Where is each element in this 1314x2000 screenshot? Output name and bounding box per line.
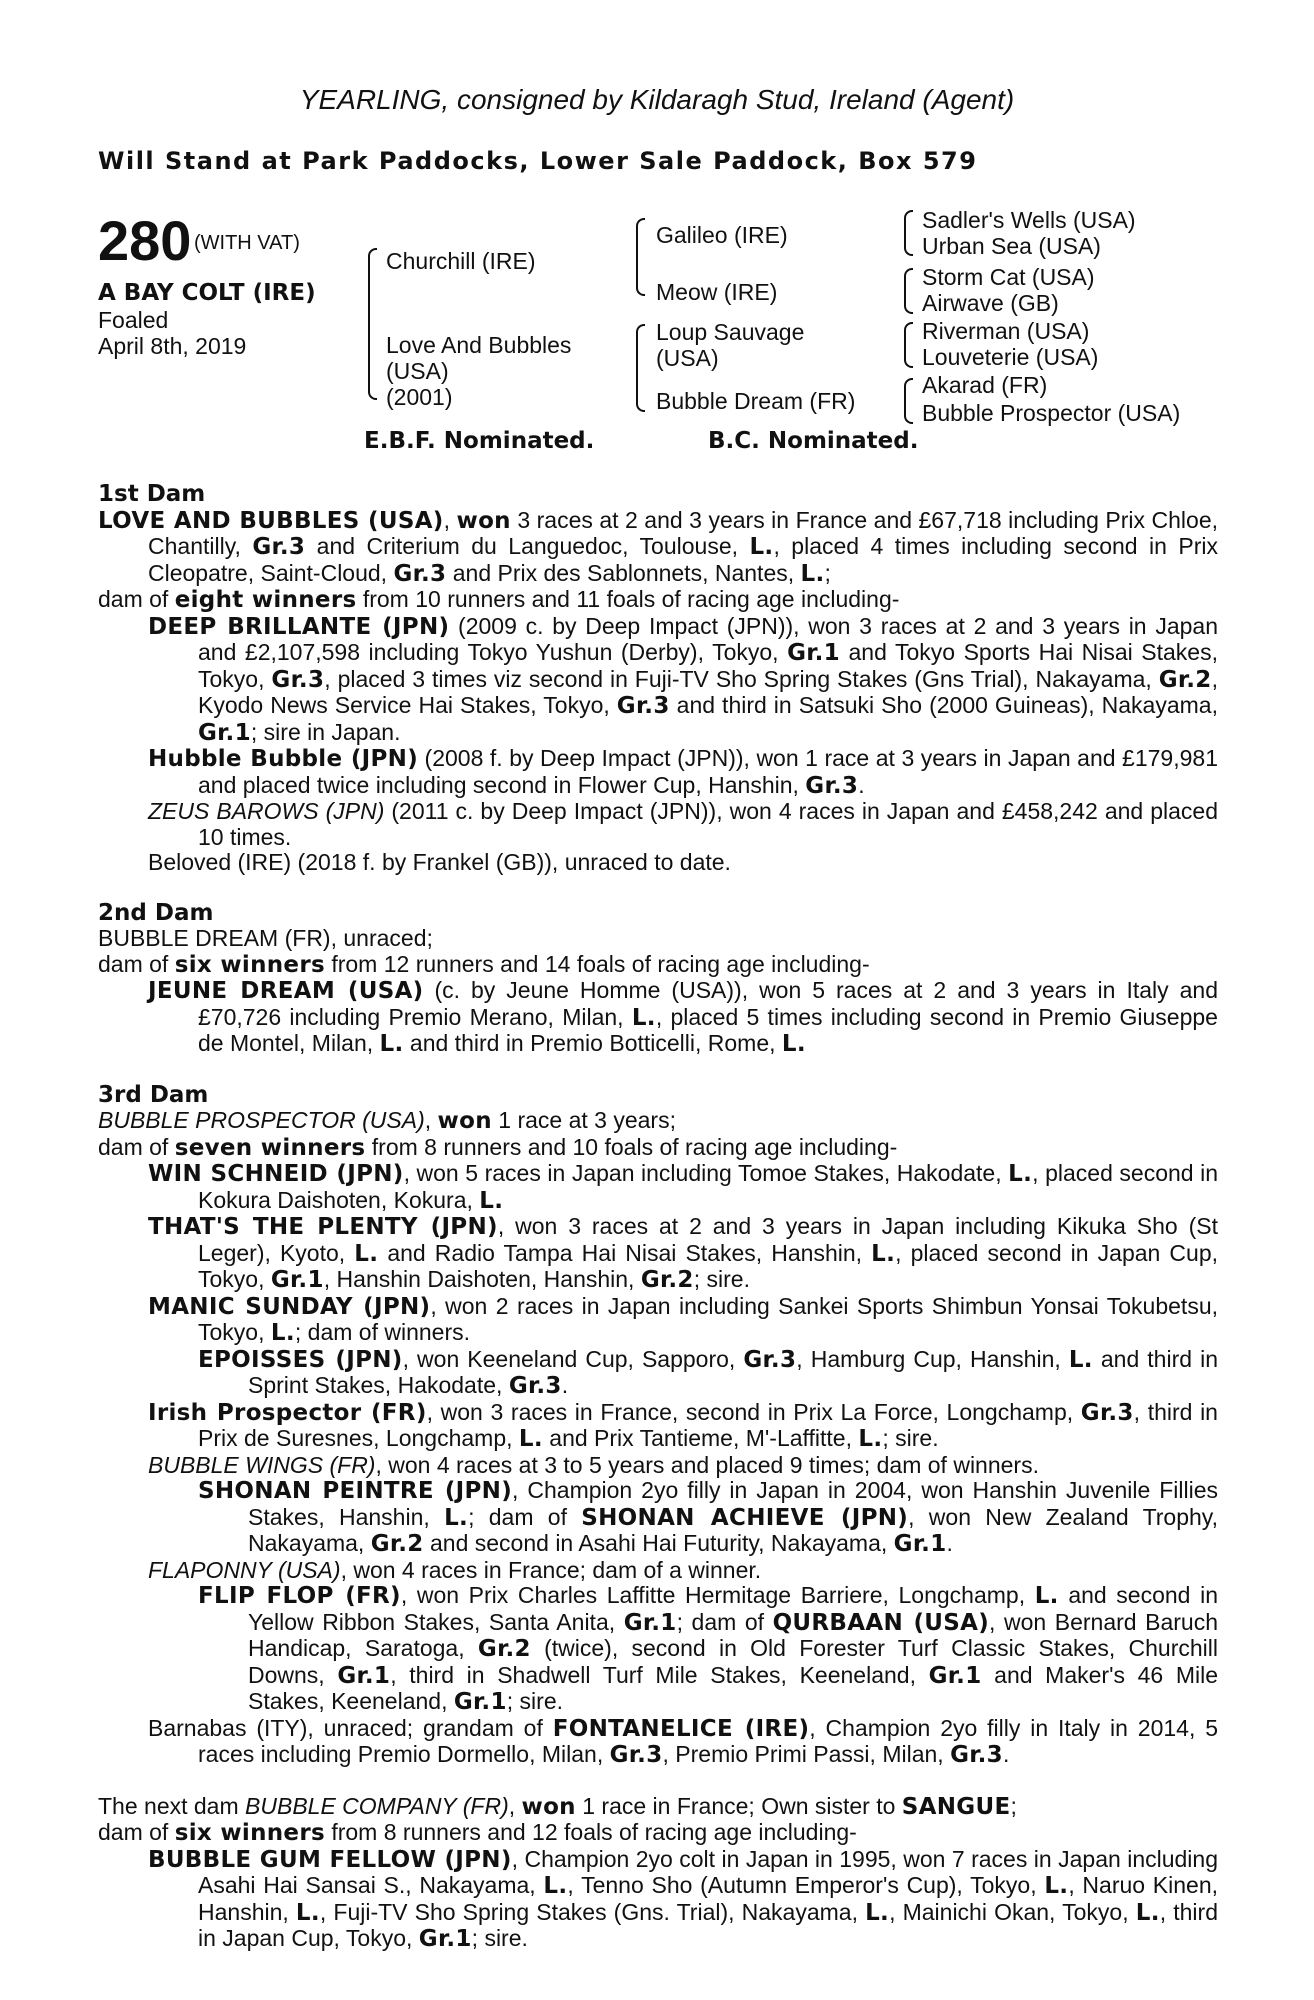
bold-text: SHONAN ACHIEVE (JPN) xyxy=(581,1504,909,1531)
stand-location: Will Stand at Park Paddocks, Lower Sale Paddock, Box 579 xyxy=(98,147,978,175)
bold-text: SANGUE xyxy=(901,1793,1011,1820)
bold-text: six winners xyxy=(174,1820,325,1846)
text-run: , placed second in Kokura Daishoten, Kokura, xyxy=(198,1160,1219,1213)
produce-entry xyxy=(98,1716,1218,1769)
text-run: , placed 5 times including second in Premio Giuseppe de Montel, Milan, xyxy=(198,1003,1218,1056)
bold-text: Gr.3 xyxy=(271,666,325,693)
text-run: , won 3 races at 2 and 3 years in Japan including Kikuka Sho (St Leger), Kyoto, xyxy=(198,1213,1218,1266)
ped-sire: Churchill (IRE) xyxy=(386,248,536,274)
text-run: , placed 4 times including second in Prix Cleopatre, Saint-Cloud, xyxy=(148,533,1218,586)
pedigree-brace xyxy=(368,248,377,400)
bold-text: L. xyxy=(749,534,774,560)
bold-text: L. xyxy=(800,560,825,587)
text-run: ; sire in Japan. xyxy=(250,718,401,745)
text-run: , Champion 2yo filly in Italy in 2014, 5 races including Premio Dormello, Milan, xyxy=(198,1714,1218,1767)
produce-entry xyxy=(98,1214,1218,1294)
pedigree-brace xyxy=(636,324,645,412)
bold-text: Gr.3 xyxy=(393,560,447,587)
text-run: , won 4 races at 3 to 5 years and placed 9 times; dam of winners. xyxy=(375,1451,1039,1478)
text-run: , third in Prix de Suresnes, Longchamp, xyxy=(198,1398,1218,1451)
ped-dam-country: (USA) xyxy=(386,358,449,384)
text-run: Barnabas (ITY), unraced; grandam of xyxy=(148,1714,553,1741)
bold-text: L. xyxy=(1008,1161,1033,1187)
bold-text: Gr.3 xyxy=(252,534,306,560)
produce-entry xyxy=(98,799,1218,850)
italic-text: FLAPONNY (USA) xyxy=(148,1556,341,1583)
text-run: , Hamburg Cup, Hanshin, xyxy=(796,1345,1069,1372)
bold-text: JEUNE DREAM (USA) xyxy=(148,978,424,1004)
produce-entry xyxy=(98,1478,1218,1558)
bold-text: Gr.2 xyxy=(640,1267,694,1293)
bold-text: seven winners xyxy=(174,1134,366,1161)
text-run: and third in Premio Botticelli, Rome, xyxy=(403,1030,782,1056)
bc-nominated: B.C. Nominated. xyxy=(708,428,919,454)
bold-text: LOVE AND BUBBLES (USA) xyxy=(98,507,444,534)
ped-dam-dam: Bubble Dream (FR) xyxy=(656,388,856,414)
produce-summary xyxy=(98,952,1218,979)
ped-dam-year: (2001) xyxy=(386,384,453,410)
text-run: , xyxy=(508,1792,522,1819)
ped-dam-name: Love And Bubbles xyxy=(386,332,572,358)
bold-text: Gr.1 xyxy=(337,1662,391,1689)
text-run: and Maker's 46 Mile Stakes, Keeneland, xyxy=(248,1661,1219,1714)
text-run: and second in Yellow Ribbon Stakes, Santa Anita, xyxy=(248,1582,1218,1635)
ped-sire-dam: Meow (IRE) xyxy=(656,279,778,305)
ped-dam-sire-country: (USA) xyxy=(656,345,719,371)
dam-entry xyxy=(98,1108,1218,1135)
text-run: . xyxy=(1002,1741,1010,1767)
ped-dam xyxy=(386,332,571,410)
bold-text: Gr.1 xyxy=(787,640,840,666)
text-run: , xyxy=(443,506,457,533)
bold-text: L. xyxy=(354,1240,379,1267)
dam-entry xyxy=(98,508,1218,588)
text-run: from 8 runners and 10 foals of racing age including- xyxy=(365,1133,898,1160)
produce-entry xyxy=(98,978,1218,1058)
text-run: (c. by Jeune Homme (USA)), won 5 races at 2 and 3 years in Italy and £70,726 including Premio Merano, Milan, xyxy=(198,977,1218,1030)
text-run: . xyxy=(946,1530,953,1556)
text-run: , Tenno Sho (Autumn Emperor's Cup), Tokyo, xyxy=(567,1872,1045,1898)
produce-entry xyxy=(98,1400,1218,1453)
text-run: , Premio Primi Passi, Milan, xyxy=(662,1741,951,1767)
text-run: , Fuji-TV Sho Spring Stakes (Gns. Trial), Nakayama, xyxy=(319,1898,866,1925)
text-run: 3 races at 2 and 3 years in France and £67,718 including Prix Chloe, Chantilly, xyxy=(148,506,1219,559)
text-run: (2009 c. by Deep Impact (JPN)), won 3 races at 2 and 3 years in Japan and £2,107,598 including Tokyo Yushun (Derby), Tokyo, xyxy=(198,612,1218,665)
text-run: and Prix des Sablonnets, Nantes, xyxy=(446,559,801,586)
bold-text: QURBAAN (USA) xyxy=(772,1609,990,1636)
produce-entry xyxy=(98,1847,1218,1953)
vat-label: (WITH VAT) xyxy=(194,232,300,254)
bold-text: Gr.3 xyxy=(1080,1399,1134,1426)
bold-text: Gr.2 xyxy=(370,1531,424,1557)
text-run: , Naruo Kinen, Hanshin, xyxy=(198,1872,1218,1925)
text-run: , won 3 races in France, second in Prix La Force, Longchamp, xyxy=(426,1398,1081,1425)
produce-entry xyxy=(98,1583,1218,1716)
bold-text: L. xyxy=(1034,1583,1059,1609)
bold-text: won xyxy=(437,1108,492,1134)
dam-entry xyxy=(98,926,1218,952)
pedigree-brace xyxy=(904,322,913,368)
ped-sire-sire: Galileo (IRE) xyxy=(656,222,788,248)
text-run: , won Bernard Baruch Handicap, Saratoga, xyxy=(248,1608,1219,1661)
bold-text: EPOISSES (JPN) xyxy=(198,1346,403,1373)
pedigree-brace xyxy=(904,268,913,314)
text-run: and Prix Tantieme, M'-Laffitte, xyxy=(542,1425,859,1451)
ped-ddd: Bubble Prospector (USA) xyxy=(922,400,1181,426)
bold-text: Gr.2 xyxy=(477,1636,531,1662)
section-heading: 2nd Dam xyxy=(98,899,214,926)
bold-text: L. xyxy=(444,1504,469,1531)
text-run: , won Keeneland Cup, Sapporo, xyxy=(402,1345,744,1372)
bold-text: L. xyxy=(1044,1873,1069,1899)
produce-entry xyxy=(98,1161,1218,1214)
bold-text: L. xyxy=(270,1320,295,1346)
produce-entry xyxy=(98,746,1218,799)
text-run: and Radio Tampa Hai Nisai Stakes, Hanshin, xyxy=(378,1239,872,1266)
bold-text: Gr.3 xyxy=(805,772,859,799)
text-run: ; xyxy=(1010,1792,1017,1819)
bold-text: MANIC SUNDAY (JPN) xyxy=(148,1293,431,1320)
text-run: The next dam xyxy=(98,1792,246,1819)
bold-text: L. xyxy=(1068,1346,1093,1373)
text-run: (twice), second in Old Forester Turf Classic Stakes, Churchill Downs, xyxy=(248,1635,1218,1688)
text-run: , Mainichi Okan, Tokyo, xyxy=(889,1898,1136,1925)
foaled-label: Foaled xyxy=(98,307,169,333)
text-run: dam of xyxy=(98,1133,175,1160)
bold-text: Gr.1 xyxy=(418,1926,472,1952)
ped-dds: Akarad (FR) xyxy=(922,372,1048,398)
consignment-heading: YEARLING, consigned by Kildaragh Stud, Ireland (Agent) xyxy=(299,84,1015,115)
ped-sds: Storm Cat (USA) xyxy=(922,264,1095,290)
bold-text: Irish Prospector (FR) xyxy=(148,1399,427,1426)
bold-text: six winners xyxy=(174,951,325,978)
bold-text: L. xyxy=(871,1240,896,1267)
bold-text: won xyxy=(521,1793,576,1820)
bold-text: Gr.3 xyxy=(609,1742,663,1768)
produce-entry xyxy=(98,1558,1218,1584)
pedigree-brace xyxy=(636,218,645,296)
bold-text: Gr.1 xyxy=(623,1609,677,1636)
section-heading: 3rd Dam xyxy=(98,1081,209,1108)
text-run: , placed second in Japan Cup, Tokyo, xyxy=(198,1239,1219,1292)
text-run: and Criterium du Languedoc, Toulouse, xyxy=(305,533,750,559)
italic-text: ZEUS BAROWS (JPN) xyxy=(148,798,385,824)
text-run: , won New Zealand Trophy, Nakayama, xyxy=(248,1503,1218,1556)
text-run: dam of xyxy=(98,1819,175,1845)
bold-text: Gr.3 xyxy=(950,1742,1003,1768)
text-run: . xyxy=(858,771,865,798)
bold-text: THAT'S THE PLENTY (JPN) xyxy=(148,1214,498,1240)
produce-summary xyxy=(98,1135,1218,1162)
bold-text: L. xyxy=(1135,1899,1160,1926)
text-run: ; dam of xyxy=(676,1608,773,1635)
text-run: , Kyodo News Service Hai Stakes, Tokyo, xyxy=(198,665,1218,718)
bold-text: L. xyxy=(781,1031,806,1057)
produce-entry xyxy=(98,850,1218,876)
next-dam-entry xyxy=(98,1794,1218,1821)
bold-text: Hubble Bubble (JPN) xyxy=(148,746,419,772)
produce-entry xyxy=(98,1347,1218,1400)
bold-text: Gr.1 xyxy=(453,1689,507,1715)
text-run: ; sire. xyxy=(471,1925,528,1951)
foaled-date: April 8th, 2019 xyxy=(98,333,247,359)
produce-summary xyxy=(98,587,1218,614)
ped-dam-sire-name: Loup Sauvage xyxy=(656,319,805,345)
text-run: , won 5 races in Japan including Tomoe Stakes, Hakodate, xyxy=(403,1160,1009,1186)
text-run: ; xyxy=(824,559,831,586)
text-run: , third in Japan Cup, Tokyo, xyxy=(198,1898,1218,1951)
ebf-nominated: E.B.F. Nominated. xyxy=(364,428,595,454)
produce-summary xyxy=(98,1820,1218,1847)
ped-sss: Sadler's Wells (USA) xyxy=(922,207,1136,233)
text-run: and third in Sprint Stakes, Hakodate, xyxy=(248,1345,1218,1398)
produce-entry xyxy=(98,1453,1218,1479)
bold-text: Gr.1 xyxy=(198,719,251,746)
ped-dam-sire xyxy=(656,319,804,371)
bold-text: Gr.1 xyxy=(270,1267,324,1293)
ped-sdd: Airwave (GB) xyxy=(922,290,1059,316)
dam-history xyxy=(98,482,1218,1953)
bold-text: L. xyxy=(543,1873,568,1899)
text-run: dam of xyxy=(98,950,175,977)
text-run: from 10 runners and 11 foals of racing age including- xyxy=(356,586,900,612)
bold-text: Gr.3 xyxy=(508,1373,562,1399)
text-run: 1 race in France; Own sister to xyxy=(575,1792,902,1819)
text-run: , Hanshin Daishoten, Hanshin, xyxy=(323,1266,641,1292)
italic-text: BUBBLE PROSPECTOR (USA) xyxy=(98,1107,425,1133)
text-run: , won Prix Charles Laffitte Hermitage Barriere, Longchamp, xyxy=(400,1582,1035,1608)
text-run: , placed 3 times viz second in Fuji-TV Sho Spring Stakes (Gns Trial), Nakayama, xyxy=(324,665,1159,692)
bold-text: eight winners xyxy=(174,587,357,613)
text-run: and third in Satsuki Sho (2000 Guineas), Nakayama, xyxy=(669,692,1218,718)
text-run: ; dam of winners. xyxy=(294,1319,471,1345)
text-run: , won 2 races in Japan including Sankei Sports Shimbun Yonsai Tokubetsu, Tokyo, xyxy=(198,1292,1219,1345)
text-run: Beloved (IRE) (2018 f. by Frankel (GB)), unraced to date. xyxy=(148,849,731,875)
text-run: , xyxy=(424,1107,438,1133)
bold-text: L. xyxy=(379,1031,404,1057)
text-run: (2011 c. by Deep Impact (JPN)), won 4 races in Japan and £458,242 and placed 10 times. xyxy=(198,798,1218,850)
text-run: (2008 f. by Deep Impact (JPN)), won 1 race at 3 years in Japan and £179,981 and placed twice including second in Flower Cup, Hanshin, xyxy=(198,745,1218,798)
bold-text: DEEP BRILLANTE (JPN) xyxy=(148,613,450,640)
produce-entry xyxy=(98,1294,1218,1347)
text-run: , Champion 2yo colt in Japan in 1995, won 7 races in Japan including Asahi Hai Sansai S., Nakayama, xyxy=(198,1845,1218,1898)
text-run: , Champion 2yo filly in Japan in 2004, won Hanshin Juvenile Fillies Stakes, Hanshin, xyxy=(248,1477,1218,1530)
text-run: and Tokyo Sports Hai Nisai Stakes, Tokyo, xyxy=(198,639,1218,692)
text-run: from 8 runners and 12 foals of racing age including- xyxy=(324,1819,857,1845)
text-run: . xyxy=(561,1372,569,1398)
italic-text: BUBBLE COMPANY (FR) xyxy=(245,1792,509,1819)
bold-text: won xyxy=(456,507,511,534)
bold-text: FLIP FLOP (FR) xyxy=(198,1583,401,1609)
bold-text: SHONAN PEINTRE (JPN) xyxy=(198,1478,513,1504)
bold-text: Gr.1 xyxy=(893,1531,947,1557)
bold-text: FONTANELICE (IRE) xyxy=(552,1715,810,1742)
lot-number: 280 xyxy=(98,209,192,272)
bold-text: L. xyxy=(631,1004,656,1031)
section-heading: 1st Dam xyxy=(98,481,206,507)
bold-text: L. xyxy=(865,1899,890,1926)
text-run: ; dam of xyxy=(468,1503,582,1530)
horse-description: A BAY COLT (IRE) xyxy=(98,280,316,306)
bold-text: BUBBLE GUM FELLOW (JPN) xyxy=(148,1846,512,1873)
bold-text: L. xyxy=(858,1426,883,1452)
bold-text: Gr.3 xyxy=(616,693,670,719)
ped-dss: Riverman (USA) xyxy=(922,318,1090,344)
italic-text: BUBBLE WINGS (FR) xyxy=(148,1451,376,1478)
text-run: from 12 runners and 14 foals of racing age including- xyxy=(324,950,870,977)
bold-text: L. xyxy=(518,1426,543,1452)
bold-text: L. xyxy=(295,1899,320,1926)
pedigree-brace xyxy=(904,210,913,256)
bold-text: WIN SCHNEID (JPN) xyxy=(148,1161,404,1187)
text-run: ; sire. xyxy=(882,1425,939,1451)
bold-text: Gr.2 xyxy=(1158,666,1212,693)
text-run: BUBBLE DREAM (FR), unraced; xyxy=(98,925,433,951)
bold-text: Gr.1 xyxy=(928,1662,982,1689)
text-run: dam of xyxy=(98,586,175,612)
text-run: ; sire. xyxy=(506,1688,563,1714)
text-run: , won 4 races in France; dam of a winner. xyxy=(340,1556,762,1583)
pedigree-brace xyxy=(904,378,913,424)
text-run: 1 race at 3 years; xyxy=(491,1107,676,1133)
text-run: ; sire. xyxy=(693,1266,750,1292)
text-run: , third in Shadwell Turf Mile Stakes, Keeneland, xyxy=(390,1661,929,1688)
ped-ssd: Urban Sea (USA) xyxy=(922,233,1101,259)
foaled-info xyxy=(98,307,246,359)
bold-text: L. xyxy=(479,1187,504,1214)
produce-entry xyxy=(98,614,1218,747)
text-run: and second in Asahi Hai Futurity, Nakayama, xyxy=(423,1530,894,1556)
ped-dsd: Louveterie (USA) xyxy=(922,344,1099,370)
bold-text: Gr.3 xyxy=(743,1346,797,1373)
